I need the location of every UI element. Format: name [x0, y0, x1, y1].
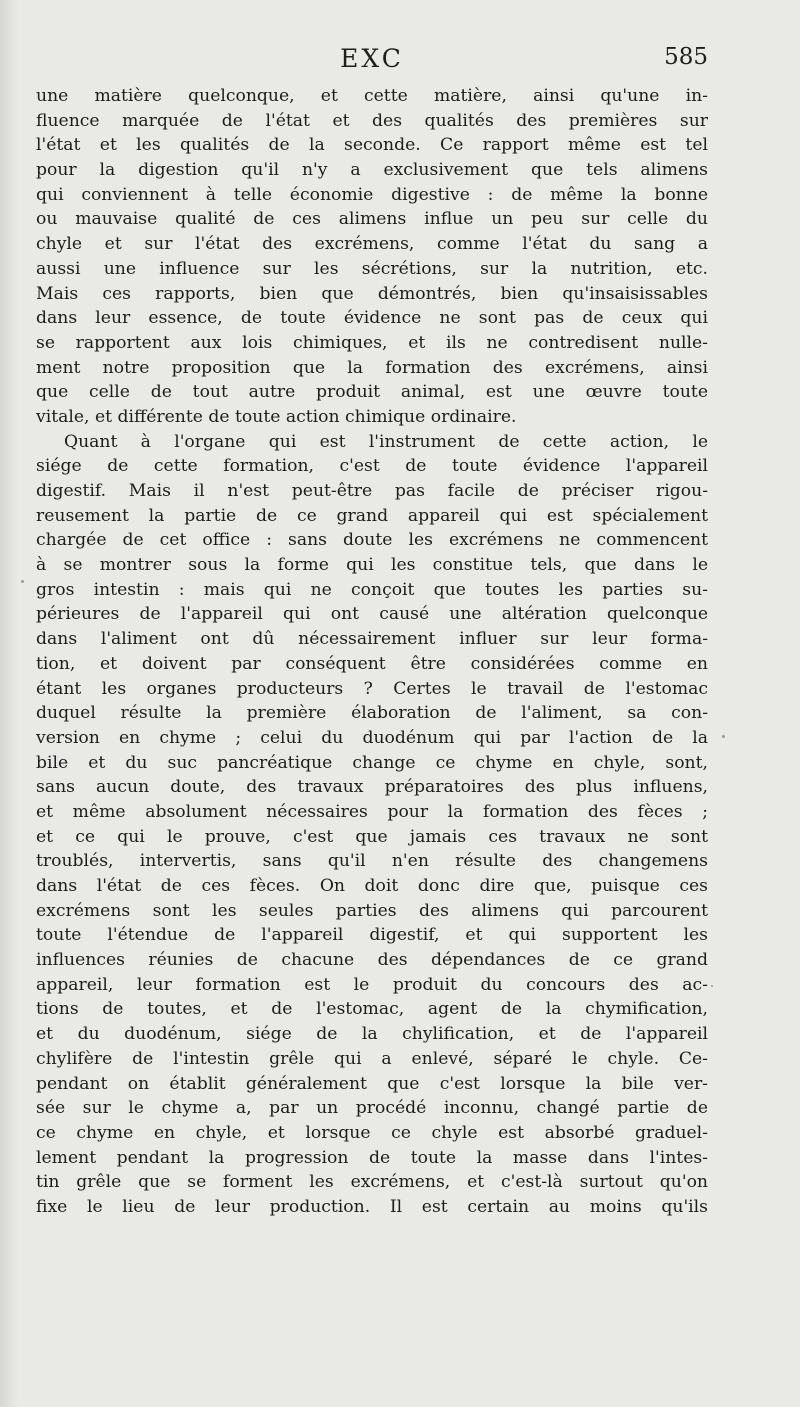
text-line: influences réunies de chacune des dépendances de ce grand: [36, 950, 708, 971]
text-line: vitale, et différente de toute action chimique ordinaire.: [36, 406, 517, 427]
text-line: toute l'étendue de l'appareil digestif, et qui supportent les: [36, 925, 708, 946]
page-number: 585: [664, 44, 708, 70]
text-line: reusement la partie de ce grand appareil qui est spécialement: [36, 505, 708, 526]
text-line: une matière quelconque, et cette matière, ainsi qu'une in-: [36, 86, 708, 106]
text-line: et du duodénum, siége de la chylification, et de l'appareil: [36, 1024, 708, 1045]
text-line: à se montrer sous la forme qui les constitue tels, que dans le: [36, 555, 708, 576]
text-line: Quant à l'organe qui est l'instrument de cette action, le: [64, 431, 708, 452]
text-line: sans aucun doute, des travaux préparatoires des plus influens,: [36, 777, 708, 798]
text-line: sée sur le chyme a, par un procédé inconnu, changé partie de: [36, 1098, 708, 1119]
text-line: chylifère de l'intestin grêle qui a enlevé, séparé le chyle. Ce-: [36, 1048, 708, 1069]
text-line: ment notre proposition que la formation des excrémens, ainsi: [36, 357, 708, 378]
text-line: tin grêle que se forment les excrémens, et c'est-là surtout qu'on: [36, 1172, 708, 1193]
text-line: appareil, leur formation est le produit du concours des ac-: [36, 974, 708, 995]
text-line: tion, et doivent par conséquent être considérées comme en: [36, 653, 708, 674]
text-line: que celle de tout autre produit animal, est une œuvre toute: [36, 382, 708, 403]
text-line: excrémens sont les seules parties des alimens qui parcourent: [36, 900, 708, 921]
text-line: étant les organes producteurs ? Certes le travail de l'estomac: [36, 678, 708, 699]
text-line: se rapportent aux lois chimiques, et ils ne contredisent nulle-: [36, 332, 708, 353]
text-line: chyle et sur l'état des excrémens, comme l'état du sang a: [36, 234, 708, 255]
text-line: et ce qui le prouve, c'est que jamais ces travaux ne sont: [36, 826, 708, 847]
text-line: fluence marquée de l'état et des qualités des premières sur: [36, 110, 708, 131]
page-header: [36, 44, 708, 76]
text-line: gros intestin : mais qui ne conçoit que toutes les parties su-: [36, 579, 708, 600]
running-head: EXC: [340, 44, 404, 73]
paper-speck: [711, 985, 713, 987]
paper-speck: [722, 735, 725, 738]
text-line: digestif. Mais il n'est peut-être pas facile de préciser rigou-: [36, 481, 708, 501]
paragraph: [36, 84, 708, 430]
text-line: l'état et les qualités de la seconde. Ce rapport même est tel: [36, 135, 708, 156]
paragraph: [36, 430, 708, 1220]
paper-speck: [21, 580, 24, 583]
text-line: lement pendant la progression de toute la masse dans l'intes-: [36, 1147, 708, 1168]
text-line: siége de cette formation, c'est de toute évidence l'appareil: [36, 456, 708, 477]
text-line: dans leur essence, de toute évidence ne sont pas de ceux qui: [36, 308, 708, 329]
text-line: dans l'état de ces fèces. On doit donc dire que, puisque ces: [36, 876, 708, 896]
text-line: duquel résulte la première élaboration de l'aliment, sa con-: [36, 703, 708, 724]
text-line: troublés, intervertis, sans qu'il n'en résulte des changemens: [36, 851, 708, 872]
text-line: Mais ces rapports, bien que démontrés, bien qu'insaisissables: [36, 283, 708, 304]
text-line: périeures de l'appareil qui ont causé une altération quelconque: [36, 604, 708, 625]
text-line: pendant on établit généralement que c'est lorsque la bile ver-: [36, 1073, 708, 1094]
text-line: qui conviennent à telle économie digestive : de même la bonne: [36, 184, 708, 205]
text-line: fixe le lieu de leur production. Il est certain au moins qu'ils: [36, 1196, 708, 1217]
text-line: dans l'aliment ont dû nécessairement influer sur leur forma-: [36, 629, 708, 650]
text-line: version en chyme ; celui du duodénum qui par l'action de la: [36, 727, 708, 748]
page-gutter-shadow: [0, 0, 18, 1407]
text-line: bile et du suc pancréatique change ce chyme en chyle, sont,: [36, 752, 708, 773]
body-text: [36, 84, 708, 1220]
text-line: tions de toutes, et de l'estomac, agent de la chymification,: [36, 999, 708, 1020]
text-line: pour la digestion qu'il n'y a exclusivement que tels alimens: [36, 160, 708, 181]
text-line: et même absolument nécessaires pour la formation des fèces ;: [36, 801, 708, 822]
text-line: ce chyme en chyle, et lorsque ce chyle est absorbé graduel-: [36, 1122, 708, 1143]
text-line: aussi une influence sur les sécrétions, sur la nutrition, etc.: [36, 258, 708, 279]
text-line: ou mauvaise qualité de ces alimens influe un peu sur celle du: [36, 209, 708, 230]
text-line: chargée de cet office : sans doute les excrémens ne commencent: [36, 530, 708, 551]
